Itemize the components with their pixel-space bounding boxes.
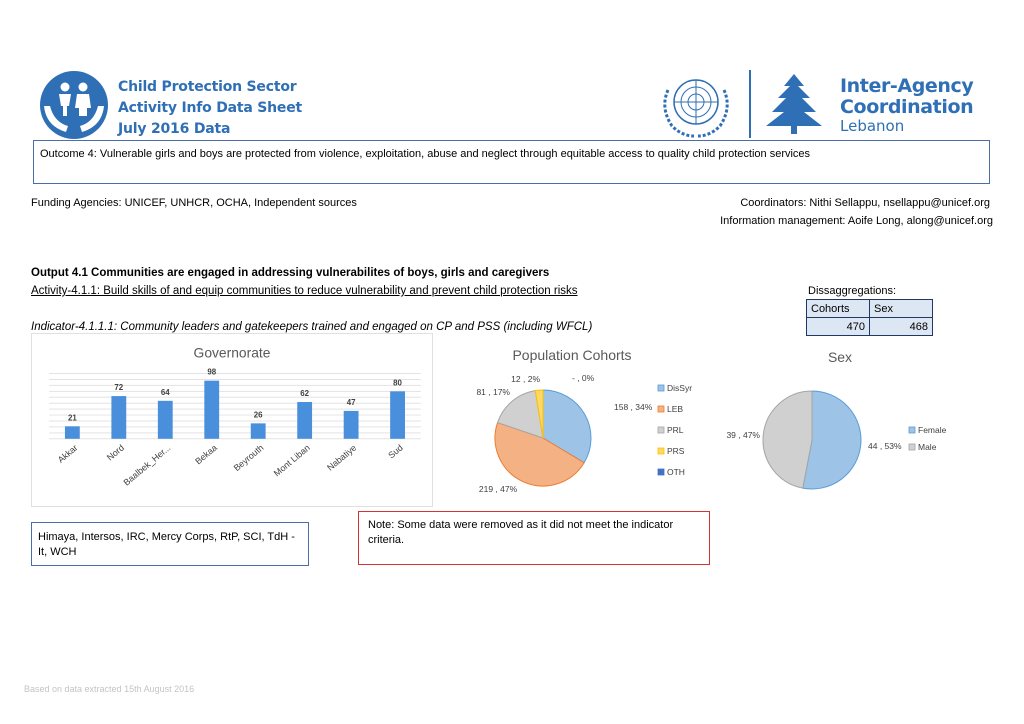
sheet-title-line-1: Child Protection Sector (118, 79, 297, 95)
disaggregations-table (806, 299, 933, 336)
legend-label: LEB (667, 404, 684, 414)
governorate-chart-title: Governorate (193, 344, 271, 361)
bar-value-label: 47 (346, 397, 356, 407)
legend-swatch (658, 448, 664, 454)
disaggregations-label: Dissaggregations: (808, 285, 897, 297)
legend-label: PRL (667, 425, 684, 435)
category-label: Sud (386, 442, 405, 461)
category-label: Baalbek_Her... (121, 442, 173, 488)
legend-swatch (658, 406, 664, 412)
legend-label: PRS (667, 446, 685, 456)
bar-value-label: 98 (207, 367, 217, 377)
bar-value-label: 64 (160, 387, 170, 397)
legend-label: Female (918, 425, 947, 435)
bar-3 (158, 401, 173, 439)
bar-5 (251, 423, 266, 438)
bar-4 (204, 381, 219, 439)
output-title: Output 4.1 Communities are engaged in addressing vulnerabilites of boys, girls and caregivers (31, 267, 550, 279)
legend-label: Male (918, 442, 937, 452)
disagg-value-sex: 468 (870, 318, 933, 336)
bar-7 (344, 411, 359, 439)
bar-value-label: 26 (253, 410, 263, 420)
pie-data-label: 81 , 17% (476, 387, 510, 397)
coordinators: Coordinators: Nithi Sellappu, nsellappu@unicef.org (740, 197, 990, 209)
category-label: Nabatiye (325, 442, 359, 473)
sheet-title-line-3: July 2016 Data (118, 121, 231, 137)
pie-data-label: 12 , 2% (511, 374, 540, 384)
indicator-text: Indicator-4.1.1.1: Community leaders and gatekeepers trained and engaged on CP and PSS (including WFCL) (31, 321, 593, 333)
header-divider (749, 70, 751, 138)
information-management: Information management: Aoife Long, along@unicef.org (720, 215, 993, 227)
un-emblem-logo (654, 70, 738, 138)
bar-6 (297, 402, 312, 439)
activity-text: Activity-4.1.1: Build skills of and equip communities to reduce vulnerability and prevent child protection risks (31, 285, 578, 297)
lebanon-cedar-logo (760, 72, 828, 136)
legend-swatch (909, 427, 915, 433)
iac-title-line-2: Coordination (840, 96, 974, 118)
iac-title-line-3: Lebanon (840, 117, 905, 135)
sex-chart-title: Sex (827, 349, 853, 365)
legend-label: OTH (667, 467, 685, 477)
outcome-box: Outcome 4: Vulnerable girls and boys are protected from violence, exploitation, abuse and neglect through equitable access to quality child protection services (33, 140, 990, 184)
bar-2 (111, 396, 126, 439)
disagg-header-cohorts: Cohorts (807, 300, 870, 318)
pie-data-label: 39 , 47% (726, 430, 760, 440)
category-label: Akkar (55, 442, 80, 465)
sheet-title-line-2: Activity Info Data Sheet (118, 100, 303, 116)
legend-swatch (658, 385, 664, 391)
legend-label: DisSyr (667, 383, 693, 393)
pie-data-label: - , 0% (572, 373, 595, 383)
child-protection-logo (36, 70, 112, 140)
disagg-header-sex: Sex (870, 300, 933, 318)
population-cohorts-chart (440, 340, 710, 505)
governorate-chart (31, 333, 433, 507)
category-label: Beyrouth (231, 442, 266, 474)
category-label: Bekaa (193, 442, 219, 467)
partners-box: Himaya, Intersos, IRC, Mercy Corps, RtP, SCI, TdH - It, WCH (31, 522, 309, 566)
disagg-value-cohorts: 470 (807, 318, 870, 336)
funding-agencies: Funding Agencies: UNICEF, UNHCR, OCHA, Independent sources (31, 197, 357, 209)
legend-swatch (658, 469, 664, 475)
footer-note: Based on data extracted 15th August 2016 (24, 684, 195, 694)
pie-slice-male (763, 391, 812, 488)
legend-swatch (909, 444, 915, 450)
iac-title-line-1: Inter-Agency (840, 75, 974, 97)
category-label: Mont Liban (271, 442, 312, 479)
bar-value-label: 62 (300, 389, 310, 399)
bar-value-label: 21 (67, 413, 77, 423)
bar-1 (65, 426, 80, 438)
note-box: Note: Some data were removed as it did not meet the indicator criteria. (358, 511, 710, 565)
sex-chart (720, 340, 970, 505)
population-chart-title: Population Cohorts (512, 347, 632, 363)
bar-8 (390, 391, 405, 438)
pie-data-label: 158 , 34% (614, 402, 653, 412)
legend-swatch (658, 427, 664, 433)
pie-data-label: 44 , 53% (868, 441, 902, 451)
category-label: Nord (104, 442, 127, 463)
pie-data-label: 219 , 47% (478, 484, 518, 494)
bar-value-label: 72 (114, 383, 124, 393)
bar-value-label: 80 (393, 378, 402, 388)
